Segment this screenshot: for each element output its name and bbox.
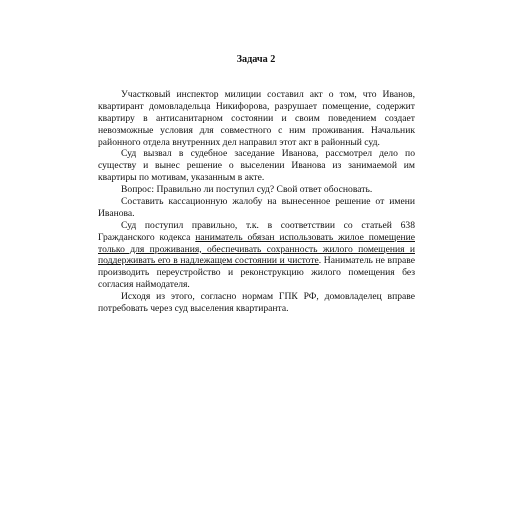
answer-text-underlined: наниматель обязан использовать жилое помещение только для проживания, обеспечивать сохранность жилого помещения и поддерживать его в надлежащем состоянии и чистоте [98, 231, 415, 267]
document-title: Задача 2 [236, 54, 276, 65]
paragraph-task: Составить кассационную жалобу на вынесенное решение от имени Иванова. [98, 196, 415, 219]
answer-text-rest: . Наниматель не вправе производить переустройство и реконструкцию жилого помещения без согласия наймодателя. [98, 255, 415, 291]
paragraph-act: Участковый инспектор милиции составил акт о том, что Иванов, квартирант домовладельца Никифорова, разрушает помещение, содержит квартиру в антисанитарном состоянии и своим поведением создает невозможные условия для совместного с ним проживания. Начальник районного отдела внутренних дел направил этот акт в районный суд. [98, 89, 415, 148]
answer-text-intro: Суд поступил правильно, т.к. в соответствии со статьей 638 Гражданского кодекса [98, 219, 415, 243]
document-body [98, 89, 415, 315]
paragraph-court: Суд вызвал в судебное заседание Иванова, рассмотрел дело по существу и вынес решение о выселении Иванова из занимаемой им квартиры по мотивам, указанным в акте. [98, 148, 415, 184]
paragraph-conclusion: Исходя из этого, согласно нормам ГПК РФ, домовладелец вправе потребовать через суд выселения квартиранта. [98, 291, 415, 315]
paragraph-question: Вопрос: Правильно ли поступил суд? Свой ответ обосновать. [121, 184, 373, 196]
paragraph-answer [98, 220, 415, 291]
